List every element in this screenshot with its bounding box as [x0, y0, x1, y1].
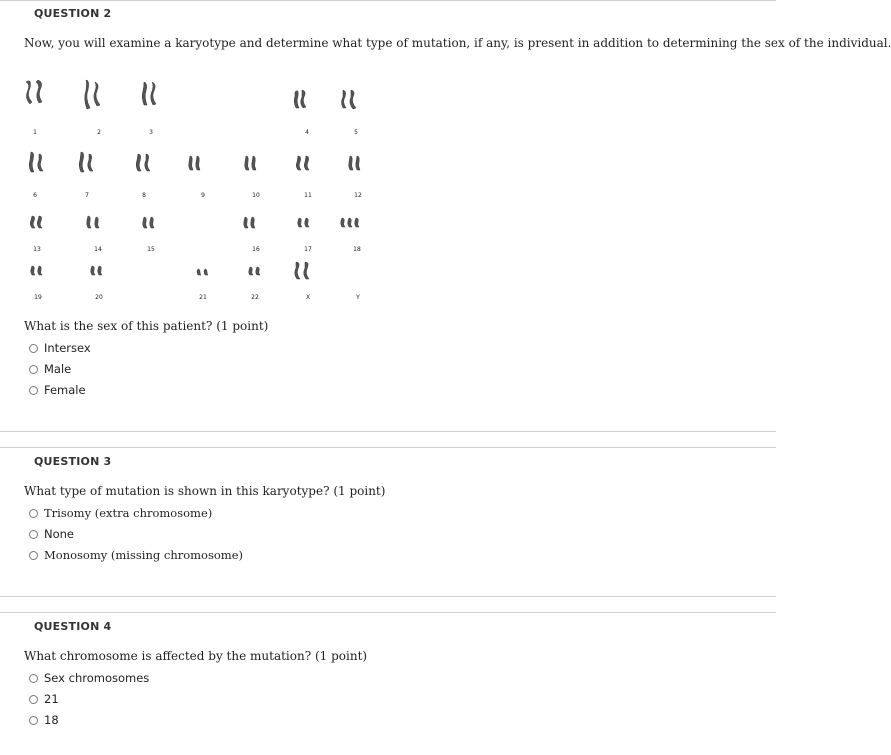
radio-button[interactable] [29, 674, 38, 683]
q2-option-intersex[interactable] [29, 341, 91, 355]
radio-button[interactable] [29, 716, 38, 725]
option-label: Trisomy (extra chromosome) [44, 506, 213, 520]
radio-button[interactable] [29, 344, 38, 353]
q4-option-sex-chromosomes[interactable] [29, 671, 149, 685]
radio-button[interactable] [29, 530, 38, 539]
chromosome-label-x: X [305, 294, 311, 301]
chromosome-label-11: 11 [304, 192, 312, 199]
q4-option-18[interactable] [29, 713, 59, 727]
divider [0, 431, 776, 432]
radio-button[interactable] [29, 386, 38, 395]
chromosome-label-6: 6 [33, 192, 37, 199]
chromosome-label-12: 12 [354, 192, 362, 199]
radio-button[interactable] [29, 365, 38, 374]
chromosome-label-7: 7 [85, 192, 89, 199]
chromosome-label-13: 13 [33, 246, 41, 253]
question-4-prompt: What chromosome is affected by the mutation? (1 point) [24, 649, 368, 663]
karyotype-image [20, 70, 370, 310]
chromosome-label-10: 10 [252, 192, 260, 199]
divider [0, 596, 776, 597]
option-label: Female [44, 383, 86, 397]
chromosome-label-22: 22 [251, 294, 259, 301]
question-3-prompt: What type of mutation is shown in this karyotype? (1 point) [24, 484, 386, 498]
chromosome-label-9: 9 [201, 192, 205, 199]
chromosome-label-17: 17 [304, 246, 312, 253]
chromosome-label-16: 16 [252, 246, 260, 253]
chromosome-label-8: 8 [142, 192, 146, 199]
radio-button[interactable] [29, 695, 38, 704]
q4-option-21[interactable] [29, 692, 59, 706]
option-label: 18 [44, 713, 59, 727]
chromosome-label-21: 21 [199, 294, 207, 301]
chromosome-label-15: 15 [147, 246, 155, 253]
chromosome-label-18: 18 [353, 246, 361, 253]
q3-option-none[interactable] [29, 527, 74, 541]
question-2-prompt: What is the sex of this patient? (1 point) [24, 319, 269, 333]
divider [0, 447, 776, 448]
chromosome-label-y: Y [356, 294, 360, 301]
top-divider [0, 0, 776, 1]
chromosome-label-20: 20 [95, 294, 103, 301]
chromosome-label-2: 2 [97, 129, 101, 136]
q2-option-female[interactable] [29, 383, 86, 397]
chromosome-label-3: 3 [149, 129, 153, 136]
q3-option-trisomy[interactable] [29, 506, 212, 520]
radio-button[interactable] [29, 509, 38, 518]
option-label: None [44, 527, 75, 541]
radio-button[interactable] [29, 551, 38, 560]
option-label: Monosomy (missing chromosome) [44, 548, 244, 562]
option-label: Male [44, 362, 72, 376]
chromosome-label-5: 5 [354, 129, 358, 136]
chromosome-label-14: 14 [94, 246, 102, 253]
chromosome-label-19: 19 [34, 294, 42, 301]
q2-option-male[interactable] [29, 362, 71, 376]
option-label: Intersex [44, 341, 91, 355]
option-label: Sex chromosomes [44, 671, 150, 685]
q3-option-monosomy[interactable] [29, 548, 243, 562]
chromosome-label-4: 4 [305, 129, 309, 136]
divider [0, 612, 776, 613]
question-3-heading: QUESTION 3 [34, 455, 112, 468]
question-2-intro: Now, you will examine a karyotype and determine what type of mutation, if any, is present in addition to determining the sex of the individual. [24, 36, 891, 50]
chromosome-label-1: 1 [33, 129, 37, 136]
option-label: 21 [44, 692, 59, 706]
question-2-heading: QUESTION 2 [34, 7, 112, 20]
question-4-heading: QUESTION 4 [34, 620, 112, 633]
